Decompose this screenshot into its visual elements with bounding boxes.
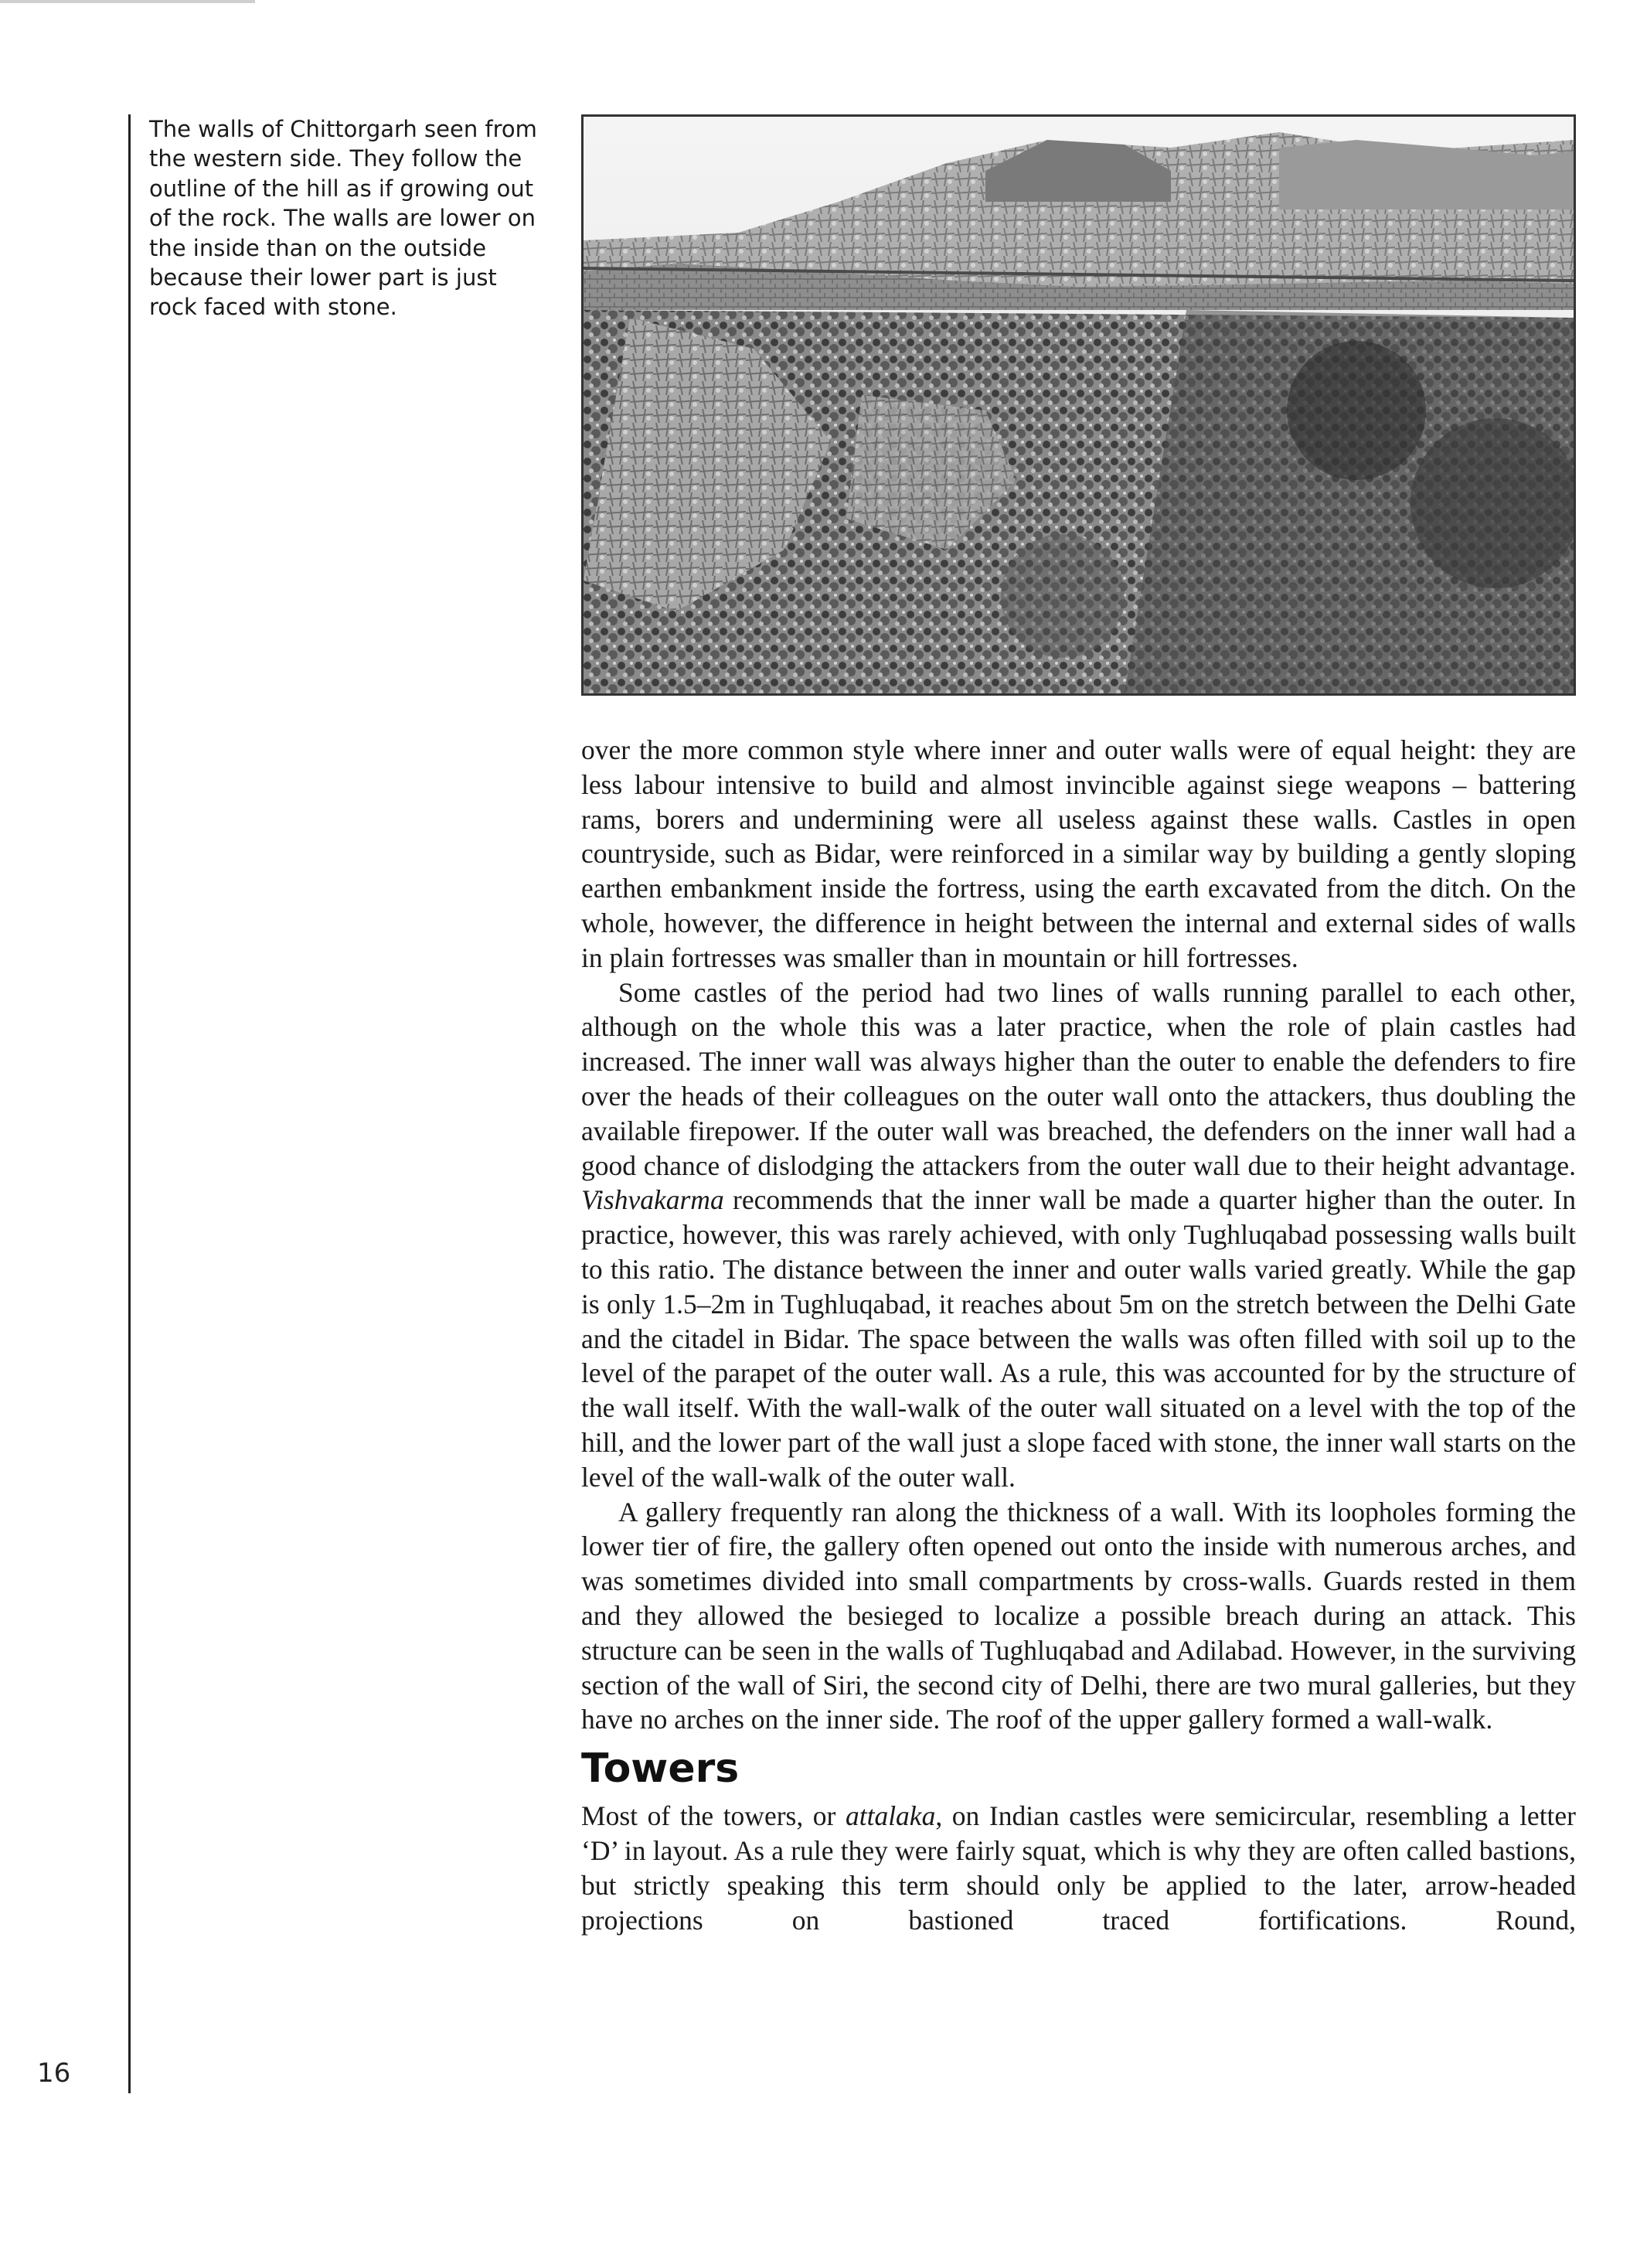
- paragraph-4-italic: attalaka: [845, 1800, 936, 1832]
- article-body: [581, 733, 1576, 1937]
- paragraph-2-text-b: recommends that the inner wall be made a quarter higher than the outer. In practice, however, this was rarely achieved, with only Tughluqabad possessing walls built to this ratio. The distance between the inner and outer walls varied greatly. While the gap is only 1.5–2m in Tughluqabad, it reaches about 5m on the stretch between the Delhi Gate and the citadel in Bidar. The space between the walls was often filled with soil up to the level of the parapet of the outer wall. As a rule, this was accounted for by the structure of the wall itself. With the wall-walk of the outer wall situated on a level with the top of the hill, and the lower part of the wall just a slope faced with stone, the inner wall starts on the level of the wall-walk of the outer wall.: [581, 1184, 1576, 1493]
- section-heading: Towers: [581, 1745, 740, 1793]
- paragraph-3: A gallery frequently ran along the thickness of a wall. With its loopholes forming the lower tier of fire, the gallery often opened out onto the inside with numerous arches, and was sometimes divided into small compartments by cross-walls. Guards rested in them and they allowed the besieged to localize a possible breach during an attack. This structure can be seen in the walls of Tughluqabad and Adilabad. However, in the surviving section of the wall of Siri, the second city of Delhi, there are two mural galleries, but they have no arches on the inner side. The roof of the upper gallery formed a wall-walk.: [581, 1496, 1576, 1735]
- paragraph-4-text-b: , on Indian castles were semicircular, resembling a letter ‘D’ in layout. As a rule they were fairly squat, which is why they are often called bastions, but strictly speaking this term should only be applied to the later, arrow-headed projections on bastioned traced fortifications. Round,: [581, 1800, 1576, 1936]
- paragraph-2-italic: Vishvakarma: [581, 1184, 724, 1216]
- paragraph-4: [581, 1799, 1576, 1937]
- paragraph-1: over the more common style where inner and outer walls were of equal height: they are less labour intensive to build and almost invincible against siege weapons – battering rams, borers and undermining were all useless against these walls. Castles in open countryside, such as Bidar, were reinforced in a similar way by building a gently sloping earthen embankment inside the fortress, using the earth excavated from the ditch. On the whole, however, the difference in height between the internal and external sides of walls in plain fortresses was smaller than in mountain or hill fortresses.: [581, 734, 1576, 973]
- chittorgarh-walls-photo: [584, 117, 1574, 693]
- paragraph-4-text-a: Most of the towers, or: [581, 1800, 846, 1832]
- photo-caption: The walls of Chittorgarh seen from the western side. They follow the outline of the hill as if growing out of the rock. The walls are lower on the inside than on the outside because their lower part is just rock faced with stone.: [149, 116, 537, 321]
- margin-rule: [128, 114, 131, 2093]
- paragraph-2: [581, 976, 1576, 1495]
- paragraph-2-text-a: Some castles of the period had two lines of walls running parallel to each other, although on the whole this was a later practice, when the role of plain castles had increased. The inner wall was always higher than the outer to enable the defenders to fire over the heads of their colleagues on the outer wall onto the attackers, thus doubling the available firepower. If the outer wall was breached, the defenders on the inner wall had a good chance of dislodging the attackers from the outer wall due to their height advantage.: [581, 976, 1576, 1181]
- top-rule: [0, 0, 255, 3]
- fortress-photo: [581, 114, 1576, 696]
- page-number: 16: [37, 2058, 71, 2089]
